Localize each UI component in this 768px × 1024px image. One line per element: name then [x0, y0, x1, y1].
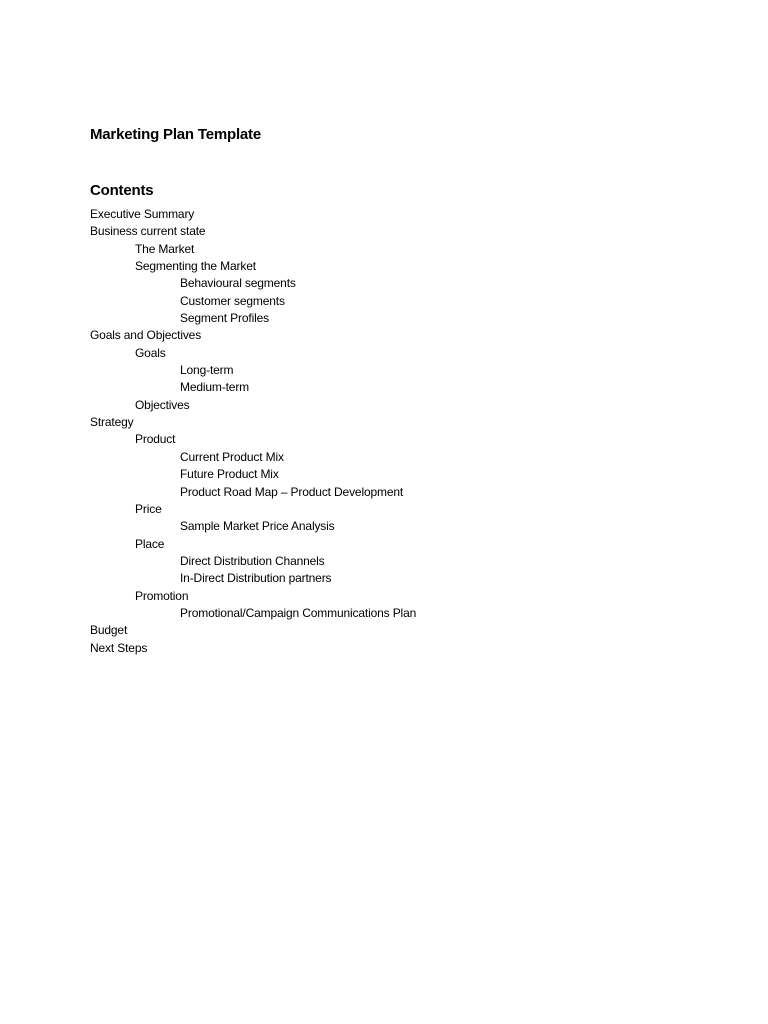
- toc-entry: Business current state: [90, 224, 206, 239]
- toc-entry: Segment Profiles: [180, 311, 269, 326]
- toc-entry: Segmenting the Market: [135, 259, 256, 274]
- toc-entry: In-Direct Distribution partners: [180, 571, 332, 586]
- contents-heading: Contents: [90, 182, 154, 199]
- toc-entry: Place: [135, 536, 165, 551]
- toc-entry: Next Steps: [90, 640, 148, 655]
- toc-entry: Strategy: [90, 415, 134, 430]
- toc-entry: Objectives: [135, 397, 190, 412]
- document-title: Marketing Plan Template: [90, 126, 261, 143]
- toc-entry: Price: [135, 501, 162, 516]
- toc-entry: Executive Summary: [90, 207, 195, 221]
- toc-entry: Direct Distribution Channels: [180, 553, 325, 568]
- toc-entry: Future Product Mix: [180, 467, 279, 482]
- toc-entry: Sample Market Price Analysis: [180, 519, 335, 534]
- toc-entry: Product Road Map – Product Development: [180, 484, 404, 499]
- toc-entry: Goals and Objectives: [90, 328, 202, 343]
- table-of-contents: [90, 206, 416, 657]
- toc-entry: Long-term: [180, 363, 234, 378]
- toc-entry: Promotional/Campaign Communications Plan: [180, 605, 417, 620]
- toc-entry: Behavioural segments: [180, 276, 296, 291]
- toc-entry: The Market: [135, 241, 195, 256]
- toc-entry: Current Product Mix: [180, 449, 284, 464]
- toc-entry: Goals: [135, 345, 166, 360]
- toc-entry: Budget: [90, 623, 128, 638]
- toc-entry: Medium-term: [180, 380, 250, 395]
- toc-entry: Product: [135, 432, 176, 447]
- toc-entry: Promotion: [135, 588, 189, 603]
- toc-entry: Customer segments: [180, 293, 285, 308]
